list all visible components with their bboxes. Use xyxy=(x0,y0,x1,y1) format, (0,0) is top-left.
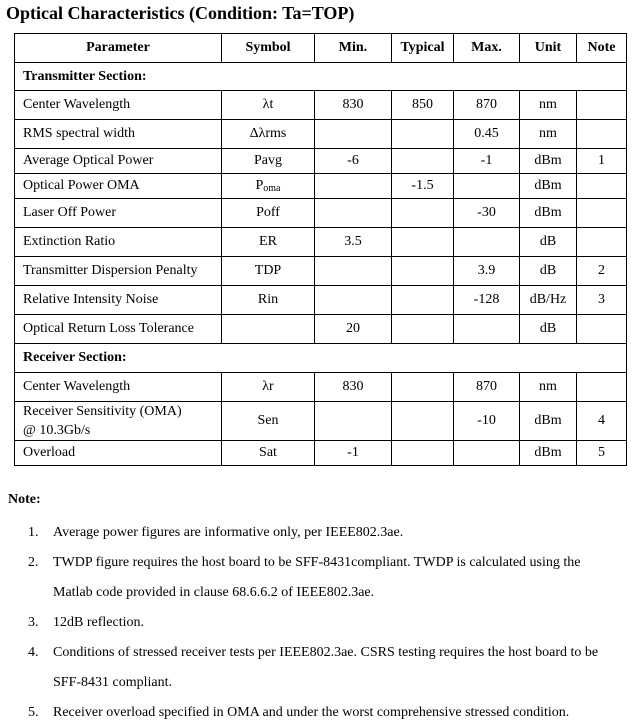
cell-max: 870 xyxy=(454,91,520,120)
header-parameter: Parameter xyxy=(15,34,222,63)
note-number: 4. xyxy=(28,645,39,660)
section-label-transmitter: Transmitter Section: xyxy=(15,63,627,91)
cell-symbol: Poff xyxy=(222,199,315,228)
note-item xyxy=(28,518,618,548)
cell-symbol: λr xyxy=(222,373,315,402)
cell-min: 20 xyxy=(315,315,392,344)
cell-unit: nm xyxy=(520,373,577,402)
table-row xyxy=(15,373,627,402)
cell-note: 5 xyxy=(577,441,627,466)
cell-note xyxy=(577,315,627,344)
table-row xyxy=(15,199,627,228)
cell-max xyxy=(454,315,520,344)
table-row xyxy=(15,257,627,286)
table-row xyxy=(15,286,627,315)
cell-parameter: Extinction Ratio xyxy=(15,228,222,257)
note-item xyxy=(28,608,618,638)
table-row xyxy=(15,174,627,199)
cell-note: 4 xyxy=(577,402,627,441)
optical-characteristics-table xyxy=(14,33,627,466)
cell-max: -10 xyxy=(454,402,520,441)
notes-list xyxy=(28,518,618,728)
cell-unit: dB xyxy=(520,257,577,286)
cell-note xyxy=(577,373,627,402)
note-text: Conditions of stressed receiver tests per IEEE802.3ae. CSRS testing requires the host board to be SFF-8431 compliant. xyxy=(53,645,599,690)
cell-min: -6 xyxy=(315,149,392,174)
cell-unit: dB/Hz xyxy=(520,286,577,315)
cell-symbol: Δλrms xyxy=(222,120,315,149)
cell-typical xyxy=(392,149,454,174)
cell-unit: dBm xyxy=(520,199,577,228)
header-note: Note xyxy=(577,34,627,63)
cell-max: -1 xyxy=(454,149,520,174)
header-typical: Typical xyxy=(392,34,454,63)
page-title: Optical Characteristics (Condition: Ta=TOP) xyxy=(6,3,355,23)
cell-typical xyxy=(392,120,454,149)
note-number: 3. xyxy=(28,615,39,630)
note-text: Receiver overload specified in OMA and under the worst comprehensive stressed condition. xyxy=(53,705,570,720)
cell-parameter: Center Wavelength xyxy=(15,373,222,402)
table-row xyxy=(15,149,627,174)
cell-symbol xyxy=(222,174,315,199)
table-row xyxy=(15,441,627,466)
header-unit: Unit xyxy=(520,34,577,63)
cell-typical xyxy=(392,257,454,286)
cell-unit: nm xyxy=(520,120,577,149)
note-number: 1. xyxy=(28,525,39,540)
cell-note: 2 xyxy=(577,257,627,286)
note-text: Average power figures are informative only, per IEEE802.3ae. xyxy=(53,525,404,540)
cell-parameter: Transmitter Dispersion Penalty xyxy=(15,257,222,286)
cell-typical xyxy=(392,199,454,228)
cell-unit: dBm xyxy=(520,174,577,199)
table-row xyxy=(15,228,627,257)
cell-typical: -1.5 xyxy=(392,174,454,199)
note-number: 2. xyxy=(28,555,39,570)
note-item xyxy=(28,698,618,728)
cell-min: 3.5 xyxy=(315,228,392,257)
cell-max: 0.45 xyxy=(454,120,520,149)
table-header-row xyxy=(15,34,627,63)
cell-unit: dBm xyxy=(520,441,577,466)
table-row xyxy=(15,91,627,120)
parameter-line-1: Receiver Sensitivity (OMA) xyxy=(23,404,182,419)
cell-typical xyxy=(392,402,454,441)
cell-max: -30 xyxy=(454,199,520,228)
cell-typical xyxy=(392,373,454,402)
cell-parameter: Center Wavelength xyxy=(15,91,222,120)
cell-parameter: Optical Power OMA xyxy=(15,174,222,199)
cell-note xyxy=(577,174,627,199)
cell-min xyxy=(315,286,392,315)
cell-min: -1 xyxy=(315,441,392,466)
cell-max: -128 xyxy=(454,286,520,315)
cell-min: 830 xyxy=(315,373,392,402)
cell-symbol: λt xyxy=(222,91,315,120)
cell-unit: dB xyxy=(520,228,577,257)
header-symbol: Symbol xyxy=(222,34,315,63)
cell-symbol xyxy=(222,315,315,344)
cell-typical xyxy=(392,315,454,344)
cell-min xyxy=(315,174,392,199)
cell-symbol: ER xyxy=(222,228,315,257)
cell-symbol: TDP xyxy=(222,257,315,286)
section-label-receiver: Receiver Section: xyxy=(15,344,627,373)
note-item xyxy=(28,548,618,608)
cell-note: 3 xyxy=(577,286,627,315)
parameter-line-2: @ 10.3Gb/s xyxy=(23,423,91,438)
cell-max xyxy=(454,228,520,257)
table-row xyxy=(15,120,627,149)
cell-symbol: Sat xyxy=(222,441,315,466)
cell-max xyxy=(454,441,520,466)
notes-heading: Note: xyxy=(8,492,41,507)
cell-min xyxy=(315,120,392,149)
cell-unit: dBm xyxy=(520,402,577,441)
symbol-main: P xyxy=(255,178,264,193)
cell-unit: nm xyxy=(520,91,577,120)
cell-parameter: Overload xyxy=(15,441,222,466)
cell-typical xyxy=(392,228,454,257)
cell-symbol: Sen xyxy=(222,402,315,441)
cell-unit: dBm xyxy=(520,149,577,174)
note-text: TWDP figure requires the host board to be SFF-8431compliant. TWDP is calculated using the Matlab code provided in clause 68.6.6.2 of IEEE802.3ae. xyxy=(53,555,581,600)
cell-parameter: Optical Return Loss Tolerance xyxy=(15,315,222,344)
cell-note xyxy=(577,91,627,120)
cell-typical xyxy=(392,286,454,315)
cell-typical: 850 xyxy=(392,91,454,120)
cell-typical xyxy=(392,441,454,466)
cell-note xyxy=(577,228,627,257)
cell-parameter: RMS spectral width xyxy=(15,120,222,149)
cell-parameter: Relative Intensity Noise xyxy=(15,286,222,315)
note-number: 5. xyxy=(28,705,39,720)
note-item xyxy=(28,638,618,698)
section-row-transmitter xyxy=(15,63,627,91)
cell-max: 870 xyxy=(454,373,520,402)
cell-min xyxy=(315,257,392,286)
note-text: 12dB reflection. xyxy=(53,615,144,630)
cell-max xyxy=(454,174,520,199)
table-row xyxy=(15,402,627,441)
header-max: Max. xyxy=(454,34,520,63)
symbol-subscript: oma xyxy=(263,183,281,194)
section-row-receiver xyxy=(15,344,627,373)
cell-parameter: Laser Off Power xyxy=(15,199,222,228)
cell-note xyxy=(577,199,627,228)
header-min: Min. xyxy=(315,34,392,63)
cell-min xyxy=(315,402,392,441)
cell-symbol: Rin xyxy=(222,286,315,315)
cell-max: 3.9 xyxy=(454,257,520,286)
cell-symbol: Pavg xyxy=(222,149,315,174)
cell-min: 830 xyxy=(315,91,392,120)
cell-min xyxy=(315,199,392,228)
cell-note: 1 xyxy=(577,149,627,174)
cell-note xyxy=(577,120,627,149)
cell-parameter xyxy=(15,402,222,441)
cell-parameter: Average Optical Power xyxy=(15,149,222,174)
table-row xyxy=(15,315,627,344)
cell-unit: dB xyxy=(520,315,577,344)
